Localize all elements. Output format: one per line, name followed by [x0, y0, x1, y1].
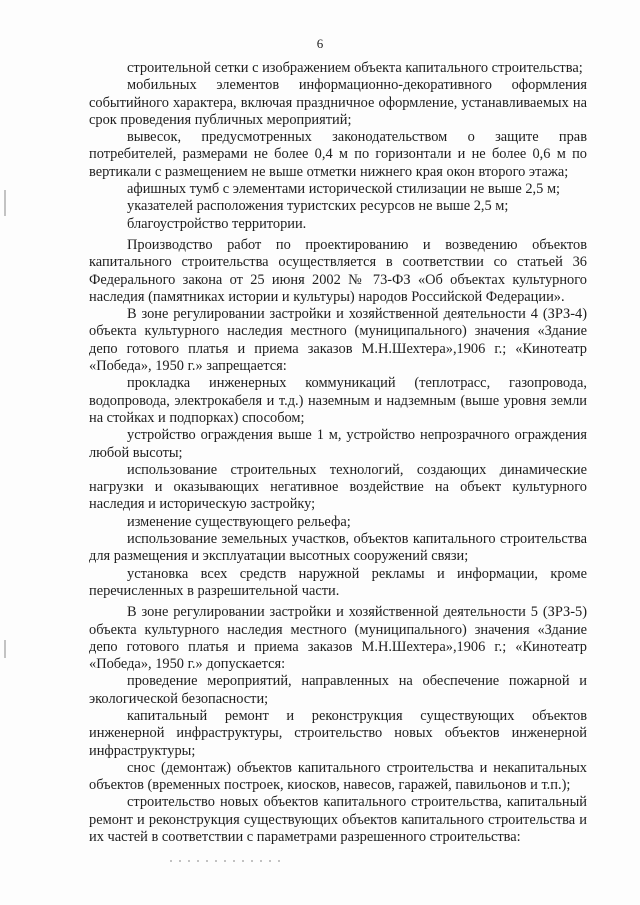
paragraph-2: мобильных элементов информационно-декоративного оформления событийного характера, включая праздничное оформление, устанавливаемых на срок проведения публичных мероприятий;	[89, 77, 587, 128]
paragraph-3: вывесок, предусмотренных законодательством о защите прав потребителей, размерами не более 0,4 м по горизонтали и не более 0,6 м по вертикали с размещением не выше отметки нижнего края окон второго этажа;	[89, 129, 587, 180]
page-number: 6	[316, 36, 324, 51]
paragraph-9: прокладка инженерных коммуникаций (теплотрасс, газопровода, водопровода, электрокабеля и т.д.) наземным и надземным (выше уровня земли на стойках и подпорках) способом;	[89, 375, 587, 426]
paragraph-7: Производство работ по проектированию и возведению объектов капитального строительства осуществляется в соответствии со статьей 36 Федерального закона от 25 июня 2002 № 73-ФЗ «Об объектах культурного наследия (памятниках истории и культуры) народов Российской Федерации».	[89, 236, 587, 305]
paragraph-10: устройство ограждения выше 1 м, устройство непрозрачного ограждения любой высоты;	[89, 427, 587, 461]
paragraph-1: строительной сетки с изображением объекта капитального строительства;	[127, 60, 583, 76]
document-body	[89, 60, 587, 846]
scan-edge-mark	[4, 190, 6, 216]
paragraph-16: проведение мероприятий, направленных на обеспечение пожарной и экологической безопасности;	[89, 673, 587, 707]
paragraph-18: снос (демонтаж) объектов капитального строительства и некапитальных объектов (временных построек, киосков, навесов, гаражей, павильонов и т.п.);	[89, 759, 587, 794]
paragraph-13: использование земельных участков, объектов капитального строительства для размещения и эксплуатации высотных сооружений связи;	[89, 531, 587, 565]
paragraph-4: афишных тумб с элементами исторической стилизации не выше 2,5 м;	[127, 181, 561, 198]
paragraph-17: капитальный ремонт и реконструкция существующих объектов инженерной инфраструктуры, строительство новых объектов инженерной инфраструктуры;	[89, 707, 587, 759]
paragraph-8: В зоне регулировании застройки и хозяйственной деятельности 4 (ЗРЗ-4) объекта культурного наследия местного (муниципального) значения «Здание депо готового платья и приема заказов М.Н.Шехтера»,1906 г.; «Кинотеатр «Победа», 1950 г.» запрещается:	[89, 306, 587, 375]
paragraph-15: В зоне регулировании застройки и хозяйственной деятельности 5 (ЗРЗ-5) объекта культурного наследия местного (муниципального) значения «Здание депо готового платья и приема заказов М.Н.Шехтера»,1906 г.; «Кинотеатр «Победа», 1950 г.» допускается:	[89, 604, 587, 673]
paragraph-19: строительство новых объектов капитального строительства, капитальный ремонт и реконструкция существующих объектов капитального строительства и их частей в соответствии с параметрами разрешенного строительства:	[89, 794, 587, 846]
paragraph-12: изменение существующего рельефа;	[127, 513, 351, 530]
paragraph-5: указателей расположения туристских ресурсов не выше 2,5 м;	[127, 198, 509, 215]
paragraph-6: благоустройство территории.	[127, 215, 307, 232]
scan-edge-mark	[4, 640, 6, 658]
paragraph-11: использование строительных технологий, создающих динамические нагрузки и оказывающих негативное воздействие на объект культурного наследия и историческую застройку;	[89, 461, 587, 513]
paragraph-14: установка всех средств наружной рекламы и информации, кроме перечисленных в разрешительной части.	[89, 565, 587, 599]
scan-artifact	[170, 860, 280, 862]
